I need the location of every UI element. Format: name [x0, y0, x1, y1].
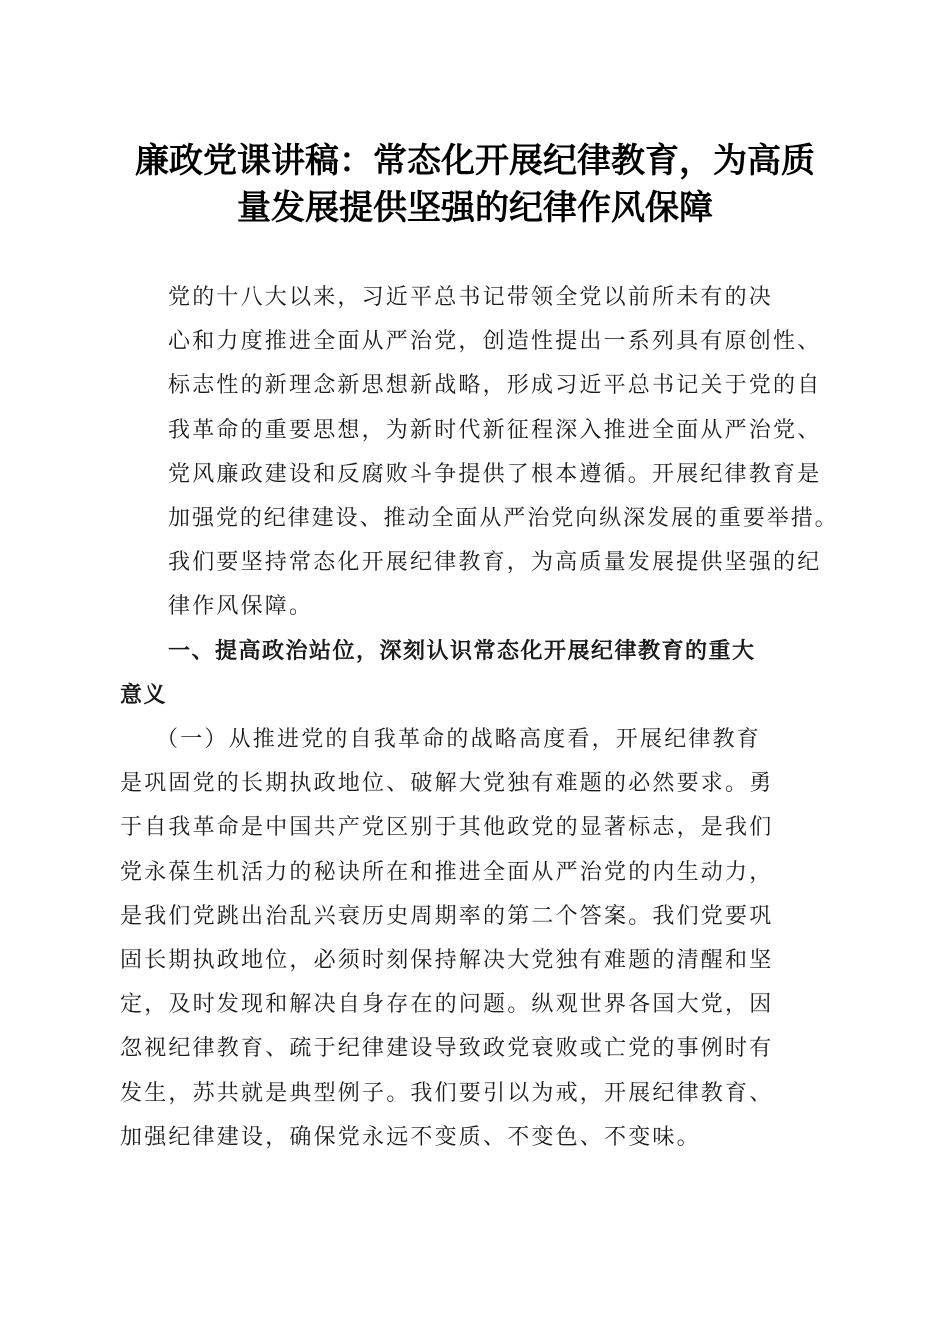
text-line: 忽视纪律教育、疏于纪律建设导致政党衰败或亡党的事例时有: [120, 1036, 774, 1062]
text-line: 党永葆生机活力的秘诀所在和推进全面从严治党的内生动力，: [120, 859, 774, 885]
text-line: 党风廉政建设和反腐败斗争提供了根本遵循。开展纪律教育是: [168, 461, 822, 487]
title-line-2: 量发展提供坚强的纪律作风保障: [237, 188, 713, 228]
text-line: 是巩固党的长期执政地位、破解大党独有难题的必然要求。勇: [120, 771, 774, 797]
section-1-paragraph: [120, 718, 840, 1160]
text-line: 是我们党跳出治乱兴衰历史周期率的第二个答案。我们党要巩: [120, 903, 774, 929]
text-line: 律作风保障。: [168, 594, 314, 620]
text-line: 发生，苏共就是典型例子。我们要引以为戒，开展纪律教育、: [120, 1080, 774, 1106]
section-heading-1: [120, 630, 840, 718]
document-body: [120, 276, 840, 1160]
text-line: 我们要坚持常态化开展纪律教育，为高质量发展提供坚强的纪: [168, 550, 822, 576]
text-line: 标志性的新理念新思想新战略，形成习近平总书记关于党的自: [168, 373, 822, 399]
intro-paragraph: [120, 276, 840, 630]
text-line: 我革命的重要思想，为新时代新征程深入推进全面从严治党、: [168, 417, 822, 443]
text-line: 于自我革命是中国共产党区别于其他政党的显著标志，是我们: [120, 815, 774, 841]
text-line: 党的十八大以来，习近平总书记带领全党以前所未有的决: [168, 285, 774, 310]
text-line: 定，及时发现和解决自身存在的问题。纵观世界各国大党，因: [120, 992, 774, 1018]
text-line: 心和力度推进全面从严治党，创造性提出一系列具有原创性、: [168, 329, 822, 355]
document-title: [100, 138, 850, 232]
text-line: 加强纪律建设，确保党永远不变质、不变色、不变味。: [120, 1124, 701, 1150]
text-line: 加强党的纪律建设、推动全面从严治党向纵深发展的重要举措。: [168, 506, 839, 532]
text-line: （一）从推进党的自我革命的战略高度看，开展纪律教育: [156, 727, 762, 753]
text-line: 固长期执政地位，必须时刻保持解决大党独有难题的清醒和坚: [120, 948, 774, 974]
heading-line: 意义: [120, 682, 168, 708]
heading-line: 一、提高政治站位，深刻认识常态化开展纪律教育的重大: [168, 638, 756, 664]
title-line-1: 廉政党课讲稿：常态化开展纪律教育，为高质: [135, 141, 815, 181]
